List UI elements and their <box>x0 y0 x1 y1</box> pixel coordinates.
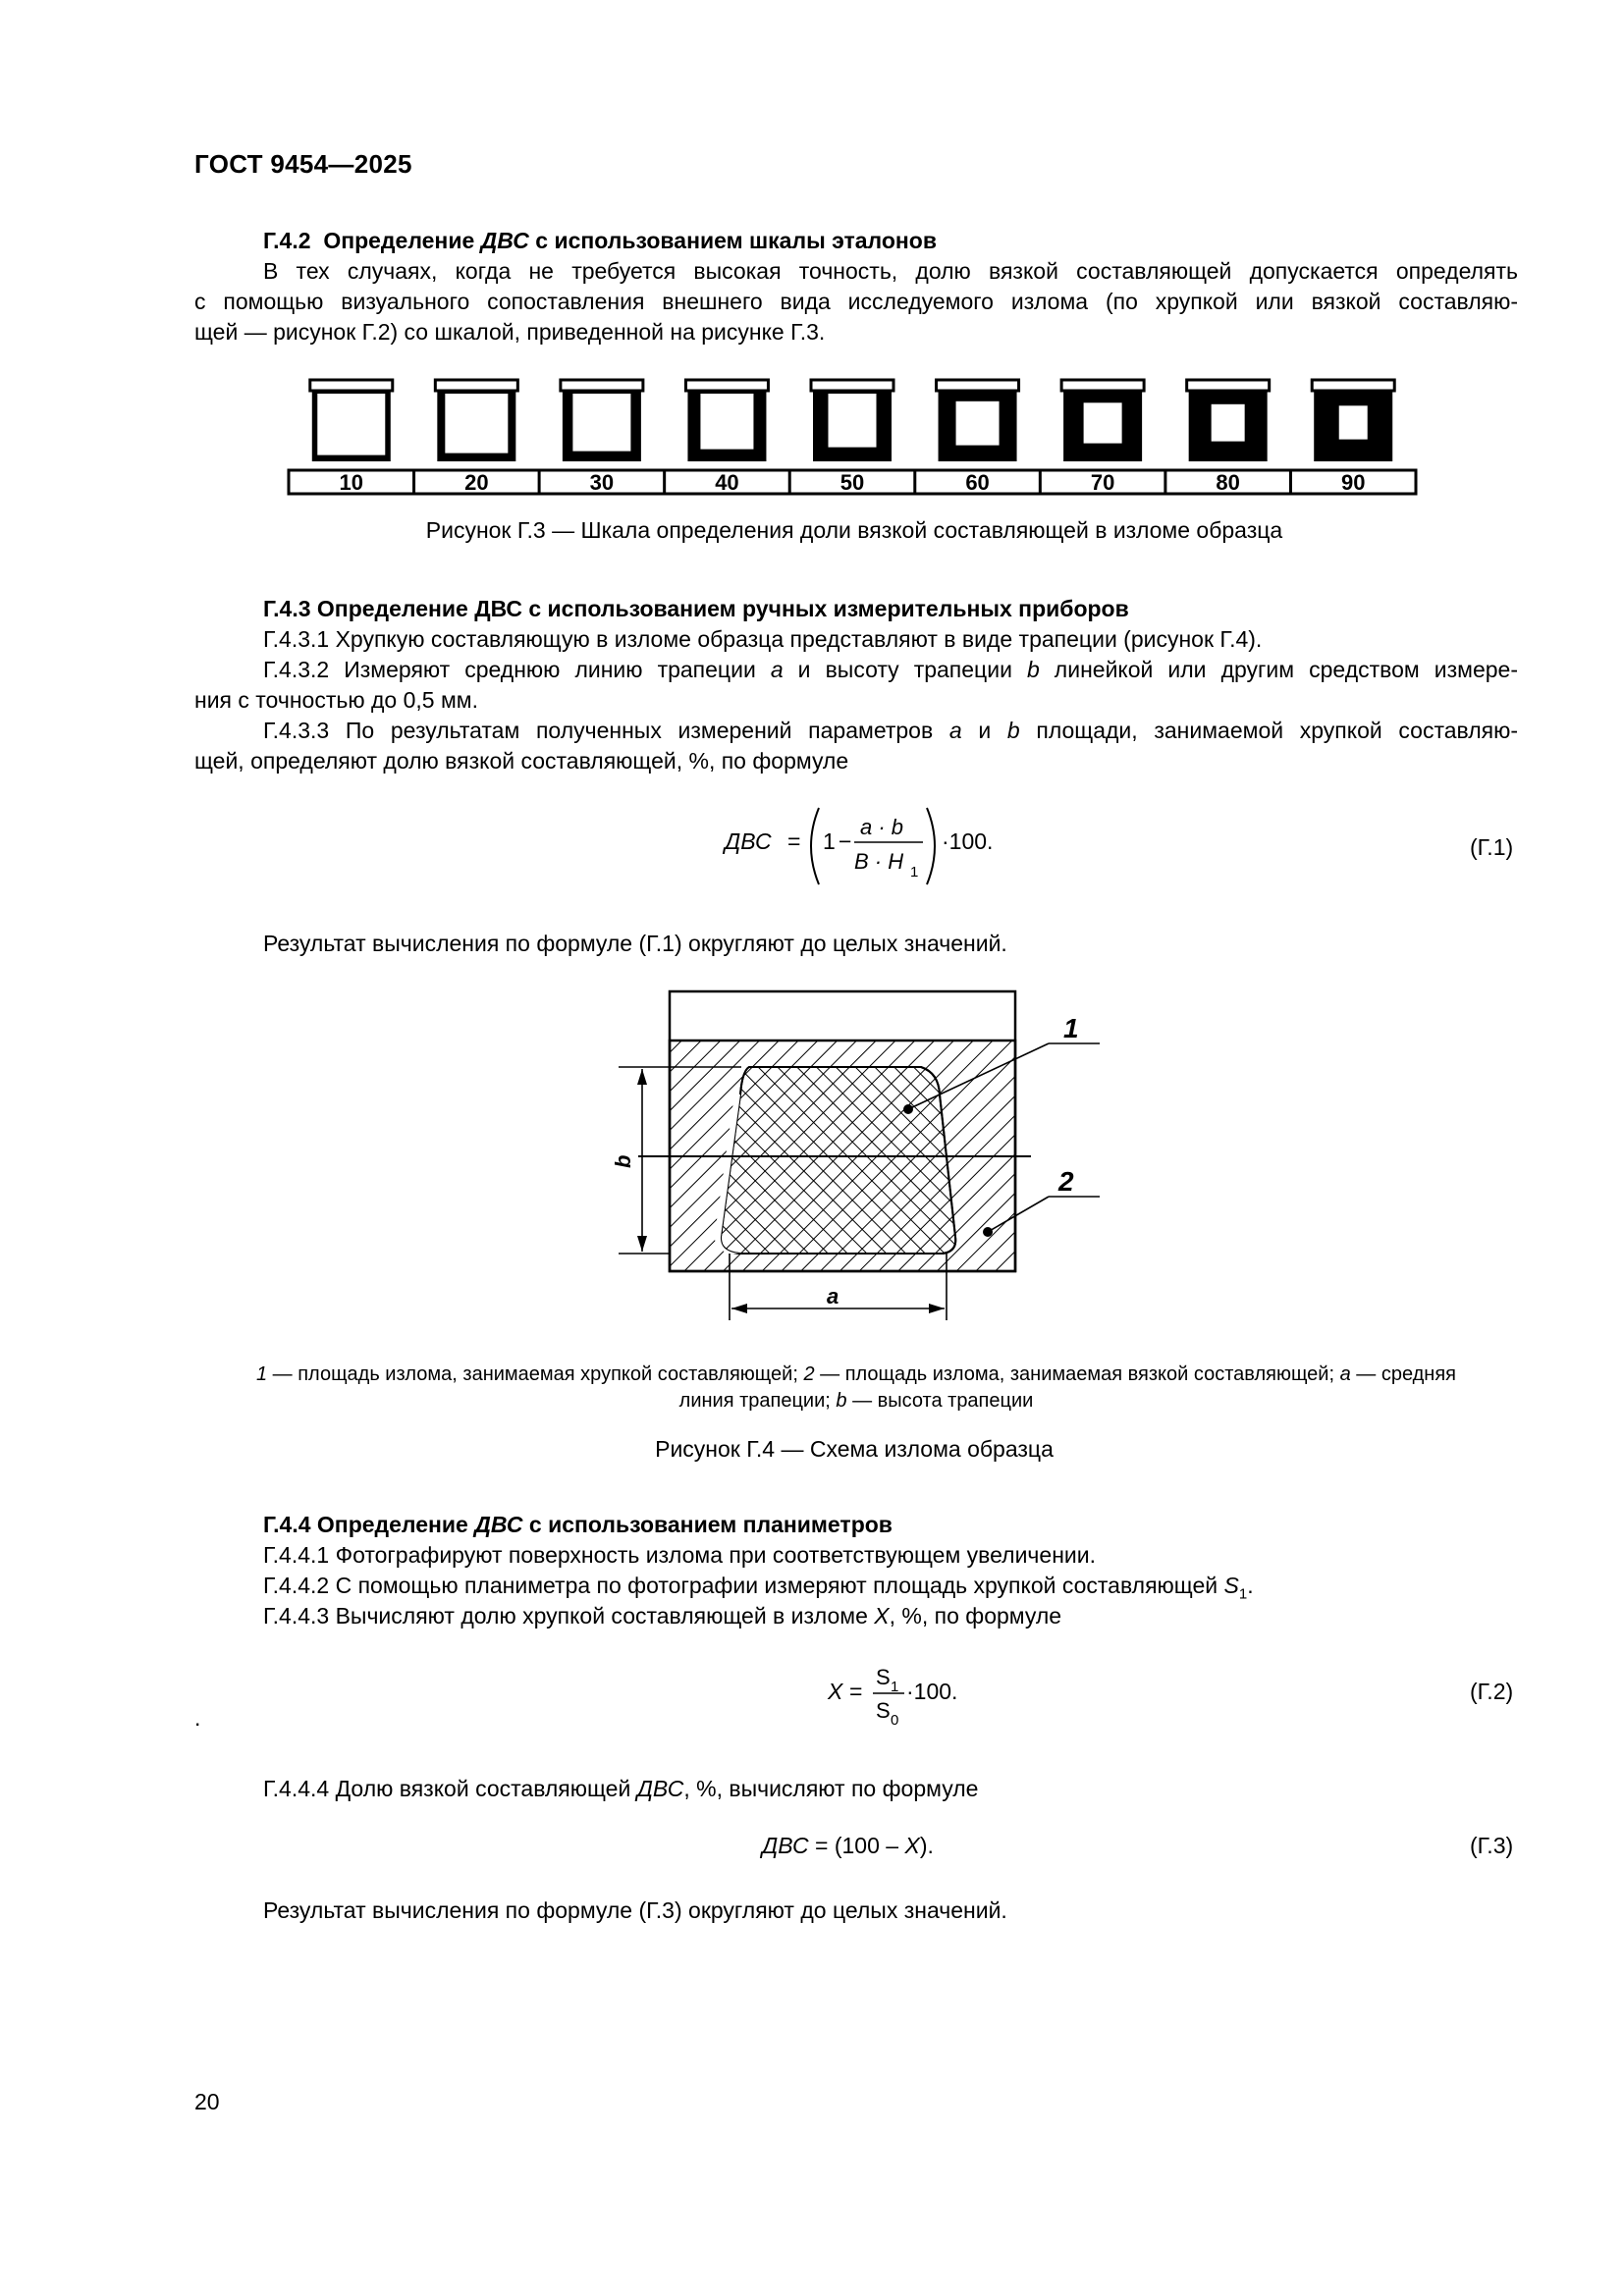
para-line: щей — рисунок Г.2) со шкалой, приведенной на рисунке Г.3. <box>194 319 826 345</box>
scale-cap <box>937 380 1019 391</box>
para-g443: Г.4.4.3 Вычисляют долю хрупкой составляющей в изломе X, %, по формуле <box>263 1603 1062 1629</box>
title-abbrev: ДВС <box>480 228 529 253</box>
para-g433-line1: Г.4.3.3 По результатам полученных измерений параметров a и b площади, занимаемой хрупкой составляю- <box>263 718 1518 743</box>
eq2-lhs: X <box>828 1679 843 1704</box>
para-g432-line2: ния с точностью до 0,5 мм. <box>194 687 478 713</box>
scale-inner <box>317 394 385 455</box>
scale-label-90: 90 <box>1340 470 1366 495</box>
scale-inner <box>1339 405 1368 439</box>
label-1: 1 <box>1063 1013 1079 1043</box>
eq1-lhs: ДВС <box>725 828 772 854</box>
eq1-denominator: B · H <box>854 849 904 874</box>
figure-g4-scheme <box>609 977 1119 1330</box>
eq2-equals: = <box>849 1679 863 1704</box>
a-arrow-left <box>731 1304 747 1313</box>
scale-inner <box>700 394 753 450</box>
scale-label-80: 80 <box>1216 470 1240 495</box>
result-g3: Результат вычисления по формуле (Г.3) округляют до целых значений. <box>263 1897 1007 1923</box>
eq3-label: (Г.3) <box>1470 1833 1514 1858</box>
right-paren <box>927 808 935 884</box>
eq2-label: (Г.2) <box>1470 1679 1514 1704</box>
scale-standard-80 <box>1187 380 1270 461</box>
para-g444: Г.4.4.4 Долю вязкой составляющей ДВС, %, вычисляют по формуле <box>263 1776 979 1801</box>
scale-cap <box>1312 380 1394 391</box>
para-line: В тех случаях, когда не требуется высокая точность, долю вязкой составляющей допускается определять <box>263 258 1518 284</box>
para-g432-line1: Г.4.3.2 Измеряют среднюю линию трапеции a и высоту трапеции b линейкой или другим средством измере- <box>263 657 1518 682</box>
figure-g4-note-line2: линия трапеции; b — высота трапеции <box>678 1390 1034 1412</box>
eq2-num: S <box>876 1665 891 1689</box>
label-2: 2 <box>1058 1166 1074 1197</box>
scale-standard-40 <box>685 380 768 461</box>
scale-standard-90 <box>1312 380 1394 461</box>
para-g442: Г.4.4.2 С помощью планиметра по фотографии измеряют площадь хрупкой составляющей $S_1$. <box>263 1573 1254 1603</box>
scale-standard-30 <box>561 380 643 461</box>
figure-g4-note-line1: 1 — площадь излома, занимаемая хрупкой составляющей; 2 — площадь излома, занимаемая вязкой составляющей; a — средняя <box>255 1363 1457 1385</box>
section-g43-title: Г.4.3 Определение ДВС с использованием ручных измерительных приборов <box>263 596 1129 621</box>
para-line: с помощью визуального сопоставления внешнего вида исследуемого излома (по хрупкой или вязкой составляю- <box>194 289 1518 314</box>
scale-boxes <box>310 380 1394 461</box>
scale-inner <box>572 394 630 452</box>
scale-inner <box>445 394 508 454</box>
scale-labels <box>340 470 1366 495</box>
label-b: b <box>611 1154 635 1168</box>
scale-cap <box>435 380 517 391</box>
section-g44-title: Г.4.4 Определение ДВС с использованием планиметров <box>263 1512 893 1537</box>
scale-label-70: 70 <box>1090 470 1115 495</box>
left-paren <box>811 808 819 884</box>
para-g441: Г.4.4.1 Фотографируют поверхность излома при соответствующем увеличении. <box>263 1542 1096 1568</box>
title-part: Определение <box>323 228 481 253</box>
scale-standard-60 <box>937 380 1019 461</box>
result-g1: Результат вычисления по формуле (Г.1) округляют до целых значений. <box>263 931 1007 956</box>
scale-label-10: 10 <box>339 470 364 495</box>
scale-standard-20 <box>435 380 517 461</box>
figure-g3-scale <box>275 368 1434 506</box>
equation-g2 <box>820 1654 957 1737</box>
section-g42-title <box>263 226 937 256</box>
a-arrow-right <box>929 1304 945 1313</box>
b-arrow-top <box>637 1069 647 1085</box>
eq2-tail: ·100. <box>906 1679 957 1704</box>
eq1-tail: ·100. <box>942 828 994 854</box>
para-g431: Г.4.3.1 Хрупкую составляющую в изломе образца представляют в виде трапеции (рисунок Г.4). <box>263 626 1263 652</box>
eq1-label: (Г.1) <box>1470 834 1514 860</box>
scale-standard-10 <box>310 380 393 461</box>
scale-cap <box>561 380 643 391</box>
scale-label-60: 60 <box>965 470 990 495</box>
para-g433-line2: щей, определяют долю вязкой составляющей, %, по формуле <box>194 748 849 774</box>
scale-cap <box>811 380 893 391</box>
equation-g1 <box>717 800 1011 893</box>
scale-cap <box>310 380 393 391</box>
figure-g3-caption: Рисунок Г.3 — Шкала определения доли вязкой составляющей в изломе образца <box>425 517 1283 543</box>
scale-label-50: 50 <box>839 470 865 495</box>
brittle-hatch-l <box>721 1067 955 1254</box>
scale-inner <box>829 394 877 448</box>
scale-label-40: 40 <box>715 470 739 495</box>
scale-inner <box>1084 402 1122 443</box>
eq2-num-sub: 1 <box>891 1679 899 1695</box>
page-number: 20 <box>194 2089 220 2114</box>
eq1-minus: − <box>839 828 852 854</box>
scale-inner <box>956 401 1000 446</box>
label-a: a <box>827 1284 839 1308</box>
title-part: с использованием шкалы эталонов <box>528 228 937 253</box>
equation-g3: ДВС = (100 – X). <box>762 1833 934 1858</box>
scale-inner <box>1212 404 1245 442</box>
eq1-equals: = <box>787 828 801 854</box>
scale-label-20: 20 <box>464 470 489 495</box>
document-code: ГОСТ 9454—2025 <box>194 149 412 179</box>
eq2-den: S <box>876 1698 891 1723</box>
eq1-den-subscript: 1 <box>910 864 919 881</box>
scale-standard-50 <box>811 380 893 461</box>
scale-cap <box>1187 380 1270 391</box>
eq1-numerator: a · b <box>860 815 904 839</box>
b-arrow-bottom <box>637 1236 647 1252</box>
scale-cap <box>1061 380 1144 391</box>
scale-cap <box>685 380 768 391</box>
scale-standard-70 <box>1061 380 1144 461</box>
stray-dot: . <box>194 1705 201 1731</box>
scale-label-30: 30 <box>589 470 615 495</box>
eq2-den-sub: 0 <box>891 1712 899 1729</box>
eq1-one: 1 <box>823 828 836 854</box>
section-number: Г.4.2 <box>263 228 311 253</box>
figure-g4-caption: Рисунок Г.4 — Схема излома образца <box>655 1436 1054 1462</box>
